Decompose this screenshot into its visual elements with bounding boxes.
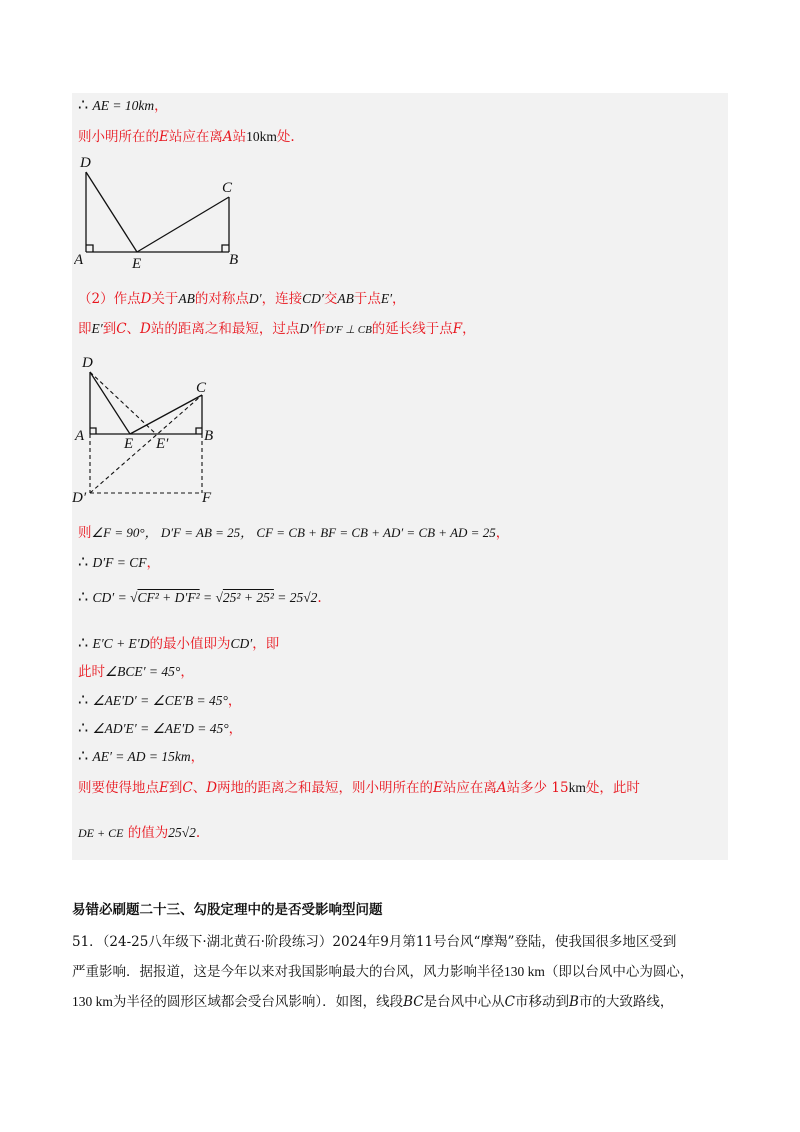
- punct: ，: [190, 749, 205, 765]
- therefore-symbol: ∴: [78, 633, 89, 652]
- text: 站应在离: [168, 129, 223, 145]
- var-E: E: [433, 780, 443, 796]
- section-heading: 易错必刷题二十三、勾股定理中的是否受影响型问题: [72, 902, 383, 918]
- solution-line-10: [78, 690, 241, 711]
- text: ，: [462, 321, 476, 337]
- punct: ，: [146, 555, 161, 571]
- text: 作: [312, 321, 326, 337]
- solution-line-7: [78, 587, 322, 608]
- text: 两地的距离之和最短，则小明所在的: [217, 780, 434, 796]
- label-A: A: [74, 252, 84, 268]
- math-expr: ∠BCE′ = 45°: [105, 664, 181, 679]
- math-Dprime: D′: [248, 291, 262, 306]
- solution-line-13: [78, 778, 640, 798]
- label-B: B: [229, 252, 239, 268]
- math-expr: ∠AD′E′ = ∠AE′D = 45°: [92, 721, 229, 736]
- math-expr: 130 km: [72, 994, 113, 1009]
- punct: .: [317, 590, 322, 606]
- text: 的延长线于点: [371, 321, 453, 337]
- label-C: C: [196, 380, 207, 396]
- text: ，即: [252, 636, 280, 652]
- therefore-symbol: ∴: [78, 587, 89, 606]
- text: 为半径的圆形区域都会受台风影响）．如图，线段: [112, 994, 404, 1010]
- label-E: E: [124, 436, 134, 452]
- var-D: D: [140, 291, 152, 307]
- question-line-3: [72, 992, 673, 1012]
- math-expr: D′F ⊥ CB: [325, 324, 372, 336]
- math-expr: 25√2: [168, 825, 196, 840]
- text: 的对称点: [194, 291, 249, 307]
- text: 到: [102, 321, 117, 337]
- solution-line-12: [78, 746, 204, 767]
- text: 则: [78, 525, 92, 541]
- text: 于点: [353, 291, 381, 307]
- therefore-symbol: ∴: [78, 690, 89, 709]
- text: 则小明所在的: [78, 129, 159, 145]
- figure-2: [72, 350, 232, 510]
- label-B: B: [204, 428, 214, 444]
- text: 处.: [276, 129, 295, 145]
- text: ，: [495, 525, 510, 541]
- text: 市移动到: [515, 994, 569, 1010]
- var-E: E: [159, 780, 169, 796]
- math-expr: CD′: [230, 636, 253, 651]
- var-D: D: [206, 780, 218, 796]
- text: 的最小值即为: [149, 636, 231, 652]
- text: 关于: [151, 291, 179, 307]
- text: 站多少 15: [506, 780, 569, 796]
- solution-line-1: [78, 95, 168, 116]
- text: 是台风中心从: [423, 994, 505, 1010]
- var-F: F: [452, 321, 463, 337]
- text: ，连接: [261, 291, 303, 307]
- math-expr: AE′ = AD = 15km: [92, 749, 191, 764]
- math-Eprime: E′: [91, 321, 103, 336]
- var-C: C: [116, 321, 127, 337]
- text: .: [195, 825, 201, 841]
- text: 市的大致路线，: [578, 994, 674, 1010]
- math-expr: CD′ = √: [92, 590, 138, 605]
- text: 站的距离之和最短，过点: [150, 321, 300, 337]
- var-A: A: [222, 129, 233, 145]
- solution-line-9: [78, 662, 194, 682]
- punct: ，: [227, 693, 242, 709]
- therefore-symbol: ∴: [78, 95, 89, 114]
- therefore-symbol: ∴: [78, 552, 89, 571]
- text: 站: [232, 129, 247, 145]
- text: （2）作点: [78, 291, 141, 307]
- math-expr: ∠F = 90°， D′F = AB = 25， CF = CB + BF = CB + AD′ = CB + AD = 25: [91, 525, 496, 540]
- var-C: C: [504, 994, 515, 1010]
- text: 则要使得地点: [78, 780, 159, 796]
- math-Dprime: D′: [299, 321, 313, 336]
- question-line-1: 51．（24-25八年级下·湖北黄石·阶段练习）2024年9月第11号台风“摩羯”登陆，使我国很多地区受到: [72, 934, 677, 950]
- therefore-symbol: ∴: [78, 718, 89, 737]
- therefore-symbol: ∴: [78, 746, 89, 765]
- math-AB: AB: [178, 291, 195, 306]
- figure-1: [74, 152, 244, 270]
- solution-line-11: [78, 718, 242, 739]
- math-expr: 10km: [246, 129, 277, 144]
- solution-line-5: [78, 523, 509, 543]
- text: 严重影响．据报道，这是今年以来对我国影响最大的台风，风力影响半径: [72, 964, 504, 980]
- math-expr: = √: [199, 590, 223, 605]
- label-Eprime: E′: [156, 436, 169, 452]
- solution-line-14: [78, 823, 200, 843]
- var-D: D: [140, 321, 151, 337]
- label-Dprime: D′: [72, 490, 87, 506]
- unit-km: km: [568, 780, 586, 795]
- math-expr: DE + CE: [78, 826, 124, 840]
- label-F: F: [202, 490, 212, 506]
- solution-line-2: [78, 127, 295, 147]
- math-expr: ∠AE′D′ = ∠CE′B = 45°: [92, 693, 228, 708]
- punct: ，: [228, 721, 243, 737]
- math-expr: D′F = CF: [92, 555, 147, 570]
- solution-line-8: [78, 633, 279, 654]
- var-C: C: [182, 780, 193, 796]
- solution-line-4: [78, 319, 476, 340]
- math-expr: E′C + E′D: [92, 636, 150, 651]
- text: 、: [192, 780, 207, 796]
- var-BC: BC: [403, 994, 424, 1010]
- var-A: A: [496, 780, 507, 796]
- math-expr: 130 km: [504, 964, 545, 979]
- text: 处，此时: [585, 780, 640, 796]
- text: 此时: [78, 664, 105, 680]
- text: 即: [78, 321, 92, 337]
- text: 到: [168, 780, 183, 796]
- solution-line-3: [78, 289, 406, 309]
- label-D: D: [82, 355, 93, 371]
- label-D: D: [80, 155, 91, 171]
- label-C: C: [222, 180, 233, 196]
- text: 交: [323, 291, 338, 307]
- solution-line-6: [78, 552, 160, 573]
- math-Eprime: E′: [380, 291, 393, 306]
- label-A: A: [75, 428, 85, 444]
- math-CDprime: CD′: [302, 291, 324, 306]
- radicand-2: 25² + 25²: [222, 590, 274, 605]
- punct: ，: [154, 98, 168, 114]
- text: 的值为: [127, 825, 169, 841]
- question-line-2: [72, 962, 693, 982]
- text: （即以台风中心为圆心，: [544, 964, 694, 980]
- text: ，: [180, 664, 194, 680]
- text: ，: [392, 291, 406, 307]
- math-expr: AE = 10km: [92, 98, 155, 113]
- radicand-1: CF² + D′F²: [137, 590, 200, 605]
- text: 站应在离: [442, 780, 497, 796]
- label-E: E: [132, 256, 142, 270]
- math-expr: = 25√2: [273, 590, 318, 605]
- text: 、: [126, 321, 141, 337]
- var-B: B: [569, 994, 579, 1010]
- math-AB: AB: [337, 291, 354, 306]
- var-E: E: [159, 129, 169, 145]
